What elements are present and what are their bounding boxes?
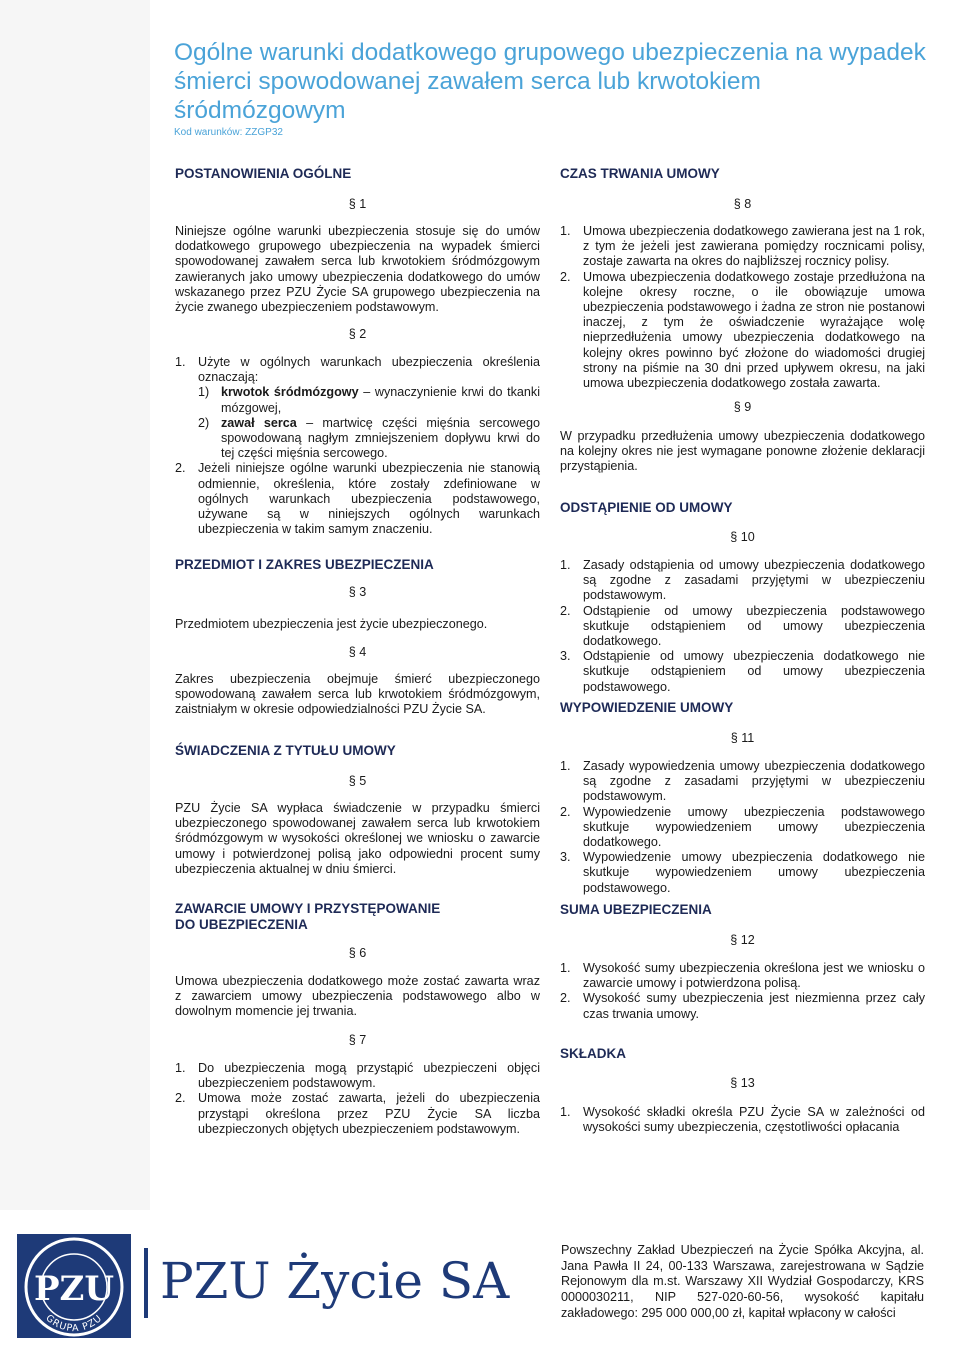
section-heading-duration: CZAS TRWANIA UMOWY <box>560 166 720 181</box>
paragraph-6-text: Umowa ubezpieczenia dodatkowego może zostać zawarta wraz z zawarciem umowy ubezpieczenia podstawowego albo w dowolnym momencie jej trwania. <box>175 974 540 1019</box>
list-item <box>560 224 925 270</box>
list-item-text: Zasady wypowiedzenia umowy ubezpieczenia dodatkowego są zgodne z zasadami przyjętymi w ubezpieczeniu podstawowym. <box>583 759 925 804</box>
list-item-text: Użyte w ogólnych warunkach ubezpieczenia określenia oznaczają: <box>198 355 540 385</box>
list-item-number: 2. <box>560 269 571 284</box>
list-item-text: Wysokość sumy ubezpieczenia określona jest we wniosku o zawarcie umowy i potwierdzona polisą. <box>583 961 925 991</box>
paragraph-9-text: W przypadku przedłużenia umowy ubezpieczenia dodatkowego na kolejny okres nie jest wymagane ponowne złożenie deklaracji przystąpienia. <box>560 429 925 474</box>
paragraph-number-8: § 8 <box>733 197 752 211</box>
definition-term: zawał serca <box>221 415 297 430</box>
definition-item <box>198 385 540 415</box>
list-item-number: 1. <box>560 558 571 572</box>
list-item <box>560 558 925 604</box>
list-item <box>175 1091 540 1137</box>
list-item <box>560 1105 925 1135</box>
definitions-list <box>198 385 540 461</box>
section-heading-premium: SKŁADKA <box>560 1046 626 1061</box>
list-item-text: Jeżeli niniejsze ogólne warunki ubezpieczenia nie stanowią odmiennie, określenia, które zostały zdefiniowane w ogólnych warunkach ubezpieczenia podstawowego, używane są w niniejszych ogólnych warunkach ubezpieczenia w takim samym znaczeniu. <box>198 461 540 537</box>
list-item-number: 2. <box>560 603 571 618</box>
conditions-code: Kod warunków: ZZGP32 <box>174 127 283 138</box>
paragraph-1-text: Niniejsze ogólne warunki ubezpieczenia stosuje się do umów dodatkowego grupowego ubezpieczenia na wypadek śmierci spowodowanej zawałem serca lub krwotokiem śródmózgowym zawieranych jako umowy ubezpieczenia dodatkowego do umów wskazanego przez PZU Życie SA grupowego ubezpieczenia na życie zwanego ubezpieczeniem podstawowym. <box>175 224 540 315</box>
list-item <box>560 805 925 851</box>
paragraph-13-list <box>560 1105 925 1135</box>
list-item-text: Odstąpienie od umowy ubezpieczenia podstawowego skutkuje odstąpieniem od umowy ubezpieczenia dodatkowego. <box>583 603 925 649</box>
paragraph-4-text: Zakres ubezpieczenia obejmuje śmierć ubezpieczonego spowodowaną zawałem serca lub krwotokiem śródmózgowym, zaistniałym w okresie odpowiedzialności PZU Życie SA. <box>175 672 540 717</box>
paragraph-3-text: Przedmiotem ubezpieczenia jest życie ubezpieczonego. <box>175 617 488 631</box>
list-item-number: 1. <box>175 1061 186 1075</box>
list-item <box>560 850 925 896</box>
left-margin-band <box>0 0 150 1210</box>
paragraph-11-list <box>560 759 925 896</box>
section-heading-conclusion <box>175 901 540 933</box>
brand-name: PZU Życie SA <box>160 1252 510 1310</box>
title-line-2: śmierci spowodowanej zawałem serca lub krwotokiem śródmózgowym <box>174 68 761 124</box>
list-item <box>175 1061 540 1091</box>
list-item-text: Wypowiedzenie umowy ubezpieczenia dodatkowego nie skutkuje wypowiedzeniem umowy ubezpieczenia podstawowego. <box>583 850 925 895</box>
paragraph-number-6: § 6 <box>348 946 367 960</box>
brand-divider <box>144 1248 148 1318</box>
paragraph-number-4: § 4 <box>348 645 367 659</box>
list-item-number: 2. <box>560 991 571 1006</box>
heading-line: DO UBEZPIECZENIA <box>175 917 308 932</box>
list-item <box>560 961 925 991</box>
section-heading-withdrawal: ODSTĄPIENIE OD UMOWY <box>560 500 733 515</box>
section-heading-general: POSTANOWIENIA OGÓLNE <box>175 166 352 181</box>
definition-text: – wynaczynienie krwi do tkanki mózgowej, <box>221 385 540 415</box>
list-item <box>560 604 925 650</box>
paragraph-7-list <box>175 1061 540 1137</box>
list-item <box>560 759 925 805</box>
section-heading-sum-insured: SUMA UBEZPIECZENIA <box>560 902 712 917</box>
definition-term: krwotok śródmózgowy <box>221 385 359 400</box>
list-item-text: Wysokość sumy ubezpieczenia jest niezmienna przez cały czas trwania umowy. <box>583 991 925 1021</box>
list-item-number: 1. <box>175 355 186 369</box>
paragraph-2-list <box>175 355 540 537</box>
list-item-text: Umowa ubezpieczenia dodatkowego zostaje przedłużona na kolejne okresy roczne, o ile obowiązuje umowa ubezpieczenia podstawowego i żadna ze stron nie postanowi inaczej, z tym że oświadczenie wyrażające wolę nieprzedłużenia umowy ubezpieczenia dodatkowego na kolejny okres powinno być złożone do wiadomości drugiej strony na piśmie na 30 dni przed upływem okresu, na jaki umowa ubezpieczenia dodatkowego została zawarta. <box>583 269 925 391</box>
paragraph-number-9: § 9 <box>733 400 752 414</box>
list-item-number: 2. <box>560 804 571 819</box>
list-item-text: Umowa ubezpieczenia dodatkowego zawierana jest na 1 rok, z tym że jeżeli jest zawierana pomiędzy rocznicami polisy, zostaje zawarta na okres do najbliższej rocznicy polisy. <box>583 224 925 269</box>
list-item-number: 2. <box>175 461 186 476</box>
paragraph-number-13: § 13 <box>730 1076 755 1090</box>
list-item-number: 1. <box>560 759 571 773</box>
list-item-number: 1. <box>560 1105 571 1119</box>
list-item-number: 1. <box>560 961 571 975</box>
heading-line: ZAWARCIE UMOWY I PRZYSTĘPOWANIE <box>175 901 441 916</box>
paragraph-10-list <box>560 558 925 695</box>
list-item-text: Zasady odstąpienia od umowy ubezpieczenia dodatkowego są zgodne z zasadami przyjętymi w ubezpieczeniu podstawowym. <box>583 558 925 603</box>
section-heading-termination: WYPOWIEDZENIE UMOWY <box>560 700 734 715</box>
list-item-text: Wypowiedzenie umowy ubezpieczenia podstawowego skutkuje wypowiedzeniem umowy ubezpieczenia dodatkowego. <box>583 804 925 850</box>
title-line-1: Ogólne warunki dodatkowego grupowego ubezpieczenia na wypadek <box>174 39 926 66</box>
list-item <box>560 270 925 392</box>
list-item-text: Wysokość składki określa PZU Życie SA w zależności od wysokości sumy ubezpieczenia, częstotliwości opłacania <box>583 1105 925 1135</box>
definition-number: 1) <box>198 385 210 400</box>
definition-item <box>198 416 540 462</box>
list-item-number: 1. <box>560 224 571 238</box>
list-item-number: 3. <box>560 850 571 865</box>
definition-text: – martwicę części mięśnia sercowego spowodowaną nagłym zmniejszeniem dopływu krwi do tej części mięśnia sercowego. <box>221 415 540 461</box>
logo-ring-text: GRUPA PZU <box>43 1312 105 1335</box>
paragraph-12-list <box>560 961 925 1022</box>
company-info: Powszechny Zakład Ubezpieczeń na Życie Spółka Akcyjna, al. Jana Pawła II 24, 00-133 Warszawa, zarejestrowana w Sądzie Rejonowym dla m.st. Warszawy XII Wydział Gospodarczy, KRS 0000030211, NIP 527-020-60-56, wysokość kapitału zakładowego: 295 000 000,00 zł, kapitał wpłacony w całości <box>561 1243 924 1320</box>
pzu-emblem-icon <box>15 1232 133 1340</box>
list-item-text: Do ubezpieczenia mogą przystąpić ubezpieczeni objęci ubezpieczeniem podstawowym. <box>198 1061 540 1091</box>
definition-number: 2) <box>198 415 210 430</box>
paragraph-number-10: § 10 <box>730 530 755 544</box>
paragraph-5-text: PZU Życie SA wypłaca świadczenie w przypadku śmierci ubezpieczonego spowodowanej zawałem serca lub krwotokiem śródmózgowym w wysokości określonej we wniosku o zawarcie umowy i potwierdzonej polisą jako odpowiedni procent sumy ubezpieczenia aktualnej w dniu śmierci. <box>175 801 540 876</box>
list-item-text: Odstąpienie od umowy ubezpieczenia dodatkowego nie skutkuje odstąpieniem od umowy ubezpieczenia podstawowego. <box>583 649 925 694</box>
list-item <box>175 355 540 461</box>
paragraph-8-list <box>560 224 925 391</box>
list-item-number: 3. <box>560 649 571 664</box>
paragraph-number-1: § 1 <box>348 197 367 211</box>
list-item <box>175 461 540 537</box>
pzu-logo <box>15 1232 133 1340</box>
document-title <box>174 38 934 125</box>
list-item <box>560 991 925 1021</box>
paragraph-number-11: § 11 <box>730 731 755 745</box>
section-heading-subject: PRZEDMIOT I ZAKRES UBEZPIECZENIA <box>175 557 434 572</box>
paragraph-number-3: § 3 <box>348 585 367 599</box>
list-item-number: 2. <box>175 1091 186 1106</box>
logo-letters: PZU <box>33 1269 115 1309</box>
list-item-text: Umowa może zostać zawarta, jeżeli do ubezpieczenia przystąpi określona przez PZU Życie SA liczba ubezpieczonych objętych ubezpieczeniem podstawowym. <box>198 1091 540 1136</box>
paragraph-number-2: § 2 <box>348 327 367 341</box>
paragraph-number-12: § 12 <box>730 933 755 947</box>
section-heading-benefits: ŚWIADCZENIA Z TYTUŁU UMOWY <box>175 743 396 758</box>
paragraph-number-5: § 5 <box>348 774 367 788</box>
paragraph-number-7: § 7 <box>348 1033 367 1047</box>
list-item <box>560 649 925 695</box>
